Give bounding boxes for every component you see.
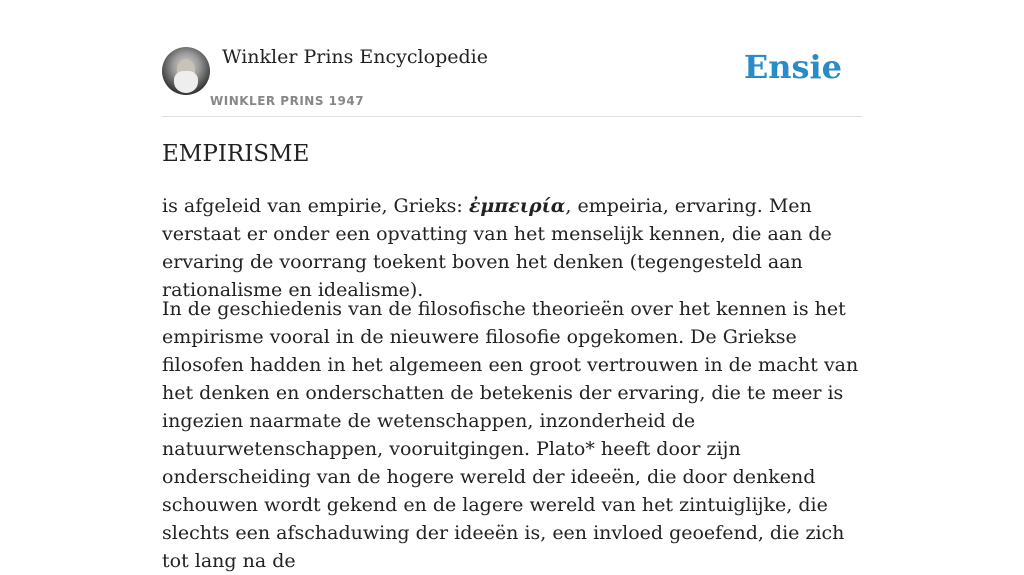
ensie-logo[interactable]: Ensie xyxy=(743,48,842,86)
paragraph-1-rest: , empeiria, ervaring. Men verstaat er onder een opvatting van het menselijk kennen, die aan de ervaring de voorrang toekent boven het denken (tegengesteld aan rationalisme en idealisme). xyxy=(162,195,832,301)
article-paragraph-1 xyxy=(162,192,862,304)
avatar[interactable] xyxy=(162,47,210,95)
article-title: EMPIRISME xyxy=(162,141,310,167)
greek-term: ἐμπειρία xyxy=(468,195,566,217)
header xyxy=(162,0,862,117)
source-label: WINKLER PRINS 1947 xyxy=(210,94,365,108)
avatar-beard xyxy=(174,71,198,93)
paragraph-1-intro: is afgeleid van empirie, Grieks: xyxy=(162,195,469,217)
page-container xyxy=(162,0,862,572)
article-paragraph-2: In de geschiedenis van de filosofische theorieën over het kennen is het empirisme vooral in de nieuwere filosofie opgekomen. De Griekse filosofen hadden in het algemeen een groot vertrouwen in de macht van het denken en onderschatten de betekenis der ervaring, die te meer is ingezien naarmate de wetenschappen, inzonderheid de natuurwetenschappen, vooruitgingen. Plato* heeft door zijn onderscheiding van de hogere wereld der ideeën, die door denkend schouwen wordt gekend en de lagere wereld van het zintuiglijke, die slechts een afschaduwing der ideeën is, een invloed geoefend, die zich tot lang na de xyxy=(162,298,859,572)
site-name-link[interactable]: Winkler Prins Encyclopedie xyxy=(222,46,488,68)
